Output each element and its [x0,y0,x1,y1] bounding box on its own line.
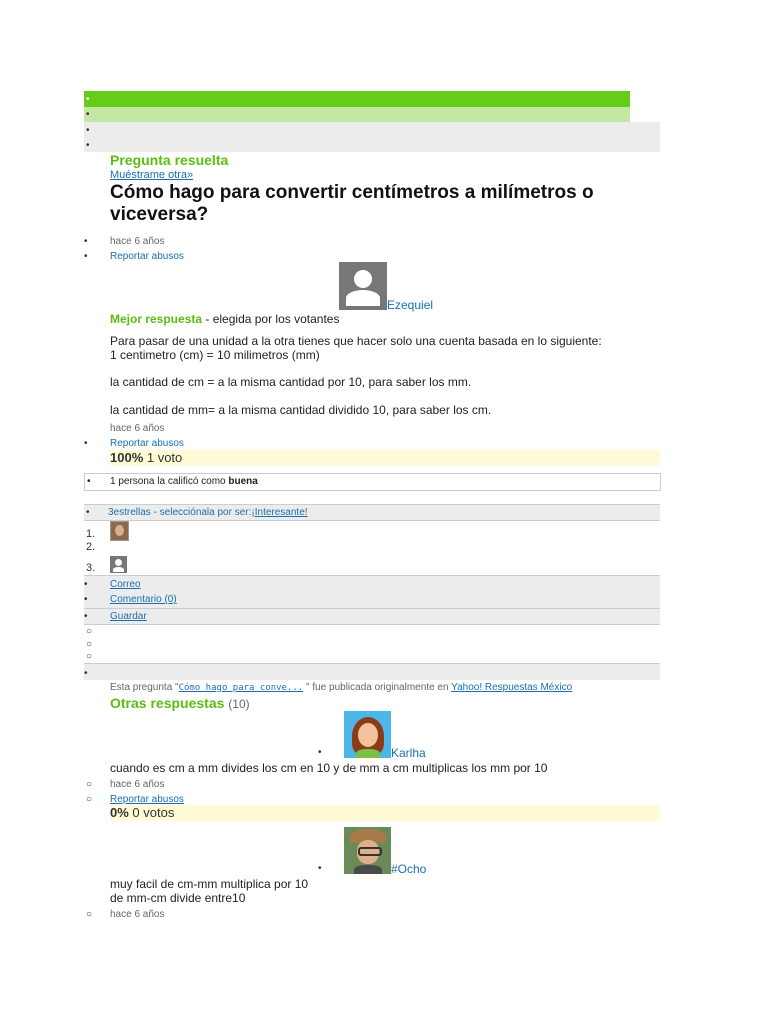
ocho-user[interactable]: #Ocho [391,862,427,876]
bullet: • [84,611,88,622]
rating-percent: 0% [110,805,129,820]
best-answer-report-link[interactable]: Reportar abusos [110,438,184,449]
karlha-user[interactable]: Karlha [391,746,426,760]
origin-site-link[interactable]: Yahoo! Respuestas México [451,682,573,693]
best-answer-line-4: la cantidad de mm= a la misma cantidad dividido 10, para saber los cm. [110,403,492,417]
karlha-avatar[interactable] [344,711,391,758]
save-box [84,609,660,625]
bullet: • [318,863,322,874]
best-answer-rating [110,450,660,466]
bullet: • [84,438,88,449]
question-report-link[interactable]: Reportar abusos [110,251,184,262]
bullet: • [84,236,88,247]
best-answer-line-3: la cantidad de cm = a la misma cantidad por 10, para saber los mm. [110,375,472,389]
top-light-green-bar [84,107,630,122]
karlha-rating [110,805,660,821]
karlha-face-icon [358,723,378,747]
best-answer-avatar[interactable] [339,262,387,310]
list-number-3: 3. [86,562,96,574]
small-avatar-face-icon [115,525,124,536]
rated-text: 1 persona la calificó como [110,476,229,487]
top-green-bar [84,91,630,107]
small-avatar-photo[interactable] [110,521,129,541]
hollow-bullet: ○ [86,639,93,650]
list-number-1: 1. [86,528,96,540]
rated-text-wrap [110,474,258,490]
karlha-shirt-icon [356,749,380,758]
best-answer-heading [110,312,339,326]
ocho-shirt-icon [354,865,382,874]
avatar-head-icon [115,559,122,566]
stars-label: 3estrellas - selecciónala por ser: [108,507,252,518]
small-avatar-default[interactable] [110,556,127,573]
avatar-body-icon [113,567,124,572]
karlha-report-link[interactable]: Reportar abusos [110,794,184,805]
best-answer-line-2: 1 centimetro (cm) = 10 milimetros (mm) [110,348,320,362]
rated-value: buena [228,476,258,487]
header-bullet-2: • [86,109,90,120]
hollow-bullet: ○ [86,626,93,637]
stars-box [84,504,660,521]
question-title: Cómo hago para convertir centímetros a milímetros o viceversa? [110,182,594,225]
karlha-answer-text: cuando es cm a mm divides los cm en 10 y de mm a cm multiplicas los mm por 10 [110,761,548,775]
bullet: • [86,507,90,518]
bullet: • [84,668,88,679]
stars-wrap [108,505,308,520]
header-bullet-1: • [86,94,90,105]
hollow-bullet: ○ [86,909,93,920]
origin-bar [84,663,660,680]
bullet: • [318,747,322,758]
hollow-bullet: ○ [86,794,93,805]
origin-middle: " fue publicada originalmente en [303,682,452,693]
rating-votes: 1 voto [143,450,183,465]
origin-prefix: Esta pregunta " [110,682,179,693]
ocho-answer-line-1: muy facil de cm-mm multiplica por 10 [110,877,309,891]
save-link[interactable]: Guardar [110,611,147,622]
hollow-bullet: ○ [86,651,93,662]
bullet: • [87,476,91,487]
best-answer-line-1: Para pasar de una unidad a la otra tienes que hacer solo una cuenta basada en lo siguiente: [110,334,602,348]
interesting-link[interactable]: ¡Interesante! [251,507,308,518]
ocho-answer-line-2: de mm-cm divide entre10 [110,891,246,905]
best-answer-label: Mejor respuesta [110,312,203,326]
avatar-head-icon [354,270,372,288]
ocho-avatar[interactable] [344,827,391,874]
question-time: hace 6 años [110,236,165,247]
origin-text [110,682,572,693]
show-another-link[interactable]: Muéstrame otra» [110,169,194,181]
top-gray-bar [84,122,660,152]
rating-votes: 0 votos [128,805,175,820]
question-status: Pregunta resuelta [110,152,229,168]
best-answer-user[interactable]: Ezequiel [387,298,434,312]
list-number-2: 2. [86,541,96,553]
best-answer-time: hace 6 años [110,423,165,434]
header-bullet-4: • [86,140,90,151]
bullet: • [84,251,88,262]
other-answers-label: Otras respuestas [110,695,225,711]
karlha-time: hace 6 años [110,779,165,790]
email-link[interactable]: Correo [110,579,141,590]
ocho-time: hace 6 años [110,909,165,920]
comment-link[interactable]: Comentario (0) [110,594,177,605]
origin-question-link[interactable]: Cómo hago para conve... [178,683,304,693]
other-answers-count: (10) [228,697,250,711]
avatar-body-icon [346,290,380,306]
ocho-glasses-icon [358,847,382,856]
hollow-bullet: ○ [86,779,93,790]
header-bullet-3: • [86,125,90,136]
bullet: • [84,594,88,605]
rated-box [84,473,661,491]
rating-percent: 100% [110,450,144,465]
other-answers-heading [110,695,250,711]
best-answer-chosen-by: - elegida por los votantes [202,312,340,326]
bullet: • [84,579,88,590]
